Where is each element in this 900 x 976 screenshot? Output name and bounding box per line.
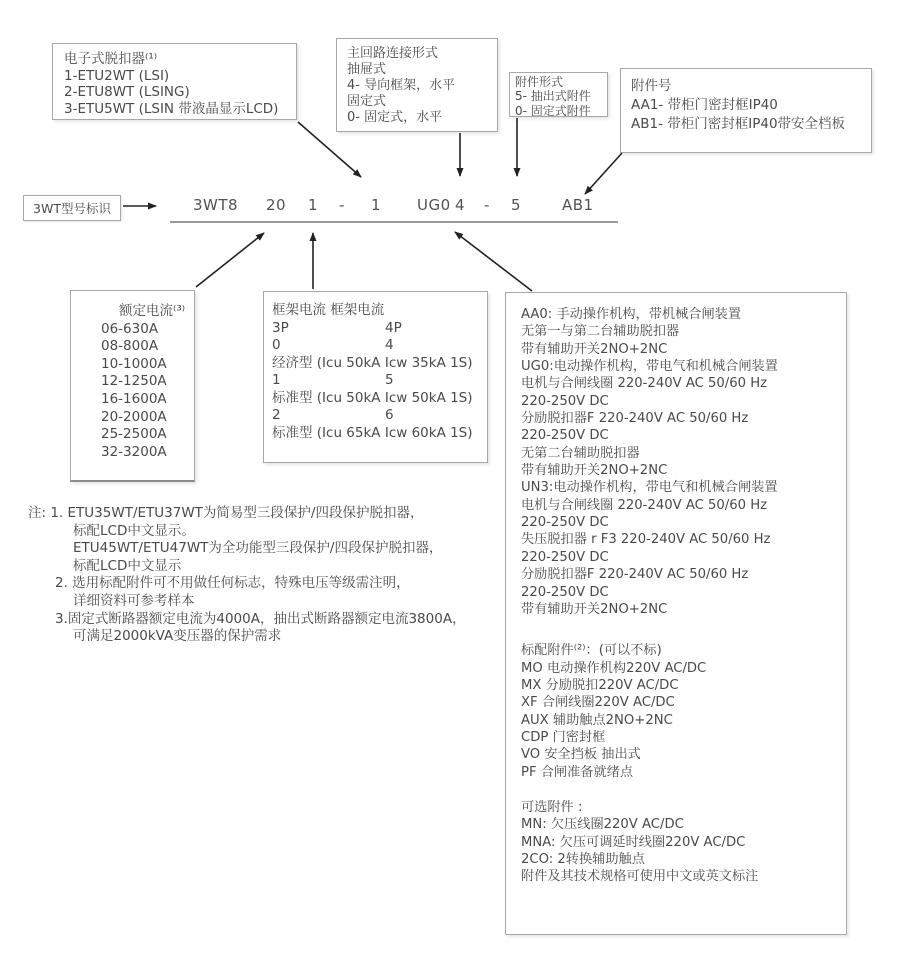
frame-3p-value: 0 xyxy=(272,337,281,353)
note-line: 标配LCD中文显示。 xyxy=(73,522,195,539)
section-operating-mechanisms xyxy=(521,306,846,618)
arrow-rated-to-code xyxy=(196,233,264,287)
callout-line: MX 分励脱扣220V AC/DC xyxy=(521,677,679,693)
frame-row-poles xyxy=(272,320,487,338)
callout-line: 无第二台辅助脱扣器 xyxy=(521,445,640,461)
callout-line: 0- 固定式，水平 xyxy=(347,110,443,125)
callout-electronic-trip-unit xyxy=(52,43,297,120)
frame-3p-value: 2 xyxy=(272,407,281,423)
frame-3p-value: 3P xyxy=(272,319,289,336)
callout-line: AA1- 带柜门密封框IP40 xyxy=(631,97,778,113)
frame-4p-value: 6 xyxy=(385,407,394,423)
frame-type-description: 标准型 (Icu 50kA Icw 50kA 1S) xyxy=(272,389,473,406)
callout-line: AUX 辅助触点2NO+2NC xyxy=(521,712,673,728)
callout-line: 06-630A xyxy=(101,320,159,337)
note-line: 详细资料可参考样本 xyxy=(73,592,195,609)
callout-title: 附件号 xyxy=(631,78,672,94)
frame-4p-value: 4 xyxy=(385,337,394,353)
callout-rated-current xyxy=(70,290,195,482)
callout-line: 分励脱扣器F 220-240V AC 50/60 Hz xyxy=(521,411,749,427)
callout-line: 失压脱扣器 r F3 220-240V AC 50/60 Hz xyxy=(521,532,771,548)
callout-line: 5- 抽出式附件 xyxy=(515,89,591,104)
callout-line: 2CO: 2转换辅助触点 xyxy=(521,851,645,867)
frame-row-codes xyxy=(272,337,487,355)
frame-3p-value: 1 xyxy=(272,372,281,388)
callout-line: CDP 门密封框 xyxy=(521,729,606,745)
callout-line: 220-250V DC xyxy=(521,428,609,444)
frame-4p-value: 5 xyxy=(385,372,394,388)
code-segment-rated-current: 20 xyxy=(266,196,287,214)
section-standard-accessories xyxy=(521,642,846,781)
note-line: 标配LCD中文显示 xyxy=(73,557,182,574)
code-segment-trip-unit: 1 xyxy=(371,196,382,214)
callout-line: XF 合闸线圈220V AC/DC xyxy=(521,695,675,711)
callout-line: 1-ETU2WT (LSI) xyxy=(64,67,170,84)
callout-line: 10-1000A xyxy=(101,355,167,372)
callout-title: 电子式脱扣器⁽¹⁾ xyxy=(64,51,158,67)
callout-line: 带有辅助开关2NO+2NC xyxy=(521,601,668,617)
callout-line: MN: 欠压线圈220V AC/DC xyxy=(521,817,684,833)
callout-accessory-form xyxy=(509,72,608,117)
callout-line: AB1- 带柜门密封框IP40带安全档板 xyxy=(631,116,846,132)
callout-line: 25-2500A xyxy=(101,426,167,443)
code-segment-accessory-form: 5 xyxy=(511,196,522,214)
callout-line: 08-800A xyxy=(101,338,159,355)
callout-line: 固定式 xyxy=(347,94,387,109)
frame-type-description: 标准型 (Icu 65kA Icw 60kA 1S) xyxy=(272,424,473,441)
callout-line: 3-ETU5WT (LSIN 带液晶显示LCD) xyxy=(64,100,279,117)
callout-line: UG0:电动操作机构，带电气和机械合闸装置 xyxy=(521,359,778,375)
callout-line: 带有辅助开关2NO+2NC xyxy=(521,341,668,357)
callout-line: 分励脱扣器F 220-240V AC 50/60 Hz xyxy=(521,567,749,583)
callout-line: PF 合闸准备就绪点 xyxy=(521,764,634,780)
callout-line: 无第一与第二台辅助脱扣器 xyxy=(521,324,680,340)
note-line: 3.固定式断路器额定电流为4000A，抽出式断路器额定电流3800A， xyxy=(55,610,466,627)
code-segment-frame-current: 1 xyxy=(308,196,319,214)
frame-4p-value: 4P xyxy=(385,319,402,336)
callout-title: 额定电流⁽³⁾ xyxy=(119,303,186,319)
frame-row-codes xyxy=(272,372,487,390)
callout-title: 主回路连接形式 xyxy=(347,46,439,61)
callout-line: 220-250V DC xyxy=(521,549,609,565)
callout-line: 32-3200A xyxy=(101,443,167,460)
arrow-accnum-to-code xyxy=(585,153,622,194)
callout-line: MO 电动操作机构220V AC/DC xyxy=(521,660,707,676)
code-segment-dash: - xyxy=(339,196,345,214)
callout-line: 20-2000A xyxy=(101,408,167,425)
callout-line: 带有辅助开关2NO+2NC xyxy=(521,463,668,479)
model-label-text: 3WT型号标识 xyxy=(33,201,111,216)
callout-title: 框架电流 框架电流 xyxy=(272,302,385,318)
code-segment-dash: - xyxy=(484,196,490,214)
note-line: ETU45WT/ETU47WT为全功能型三段保护/四段保护脱扣器， xyxy=(73,540,443,557)
callout-line: 电机与合闸线圈 220-240V AC 50/60 Hz xyxy=(521,376,768,392)
note-line: 可满足2000kVA变压器的保护需求 xyxy=(73,628,282,645)
callout-line: 电机与合闸线圈 220-240V AC 50/60 Hz xyxy=(521,497,768,513)
note-line: 注: 1. ETU35WT/ETU37WT为简易型三段保护/四段保护脱扣器， xyxy=(28,505,424,521)
callout-line: 220-250V DC xyxy=(521,584,609,600)
callout-main-circuit-connection xyxy=(336,38,498,132)
section-title: 标配附件⁽²⁾：(可以不标) xyxy=(521,643,662,659)
callout-line: 抽屉式 xyxy=(347,62,387,77)
callout-line: 12-1250A xyxy=(101,373,167,390)
code-underline xyxy=(170,221,618,223)
callout-operating-mechanism-accessories xyxy=(505,292,847,935)
callout-frame-current xyxy=(263,291,488,463)
callout-line: 16-1600A xyxy=(101,390,167,407)
model-identification-label xyxy=(23,195,121,221)
code-segment-connection: 4 xyxy=(455,196,466,214)
callout-accessory-number xyxy=(620,68,872,153)
section-title: 可选附件 : xyxy=(521,799,583,815)
callout-line: 4- 导向框架，水平 xyxy=(347,78,456,93)
callout-line: 附件及其技术规格可使用中文或英文标注 xyxy=(521,869,759,885)
callout-line: AA0: 手动操作机构，带机械合闸装置 xyxy=(521,307,742,322)
code-segment-series: 3WT8 xyxy=(193,196,239,214)
callout-line: 220-250V DC xyxy=(521,393,609,409)
callout-line: 0- 固定式附件 xyxy=(515,103,591,118)
callout-line: UN3:电动操作机构，带电气和机械合闸装置 xyxy=(521,480,778,496)
frame-type-description: 经济型 (Icu 50kA Icw 35kA 1S) xyxy=(272,354,473,371)
note-line: 2. 选用标配附件可不用做任何标志，特殊电压等级需注明， xyxy=(55,575,410,592)
callout-line: 2-ETU8WT (LSING) xyxy=(64,84,190,100)
code-segment-accessory-number: AB1 xyxy=(562,196,594,214)
arrow-big-to-code xyxy=(455,232,532,291)
callout-line: VO 安全挡板 抽出式 xyxy=(521,747,641,763)
callout-line: MNA: 欠压可调延时线圈220V AC/DC xyxy=(521,834,746,850)
footnotes xyxy=(28,505,466,646)
code-segment-operating-mechanism: UG0 xyxy=(417,196,451,214)
frame-row-codes xyxy=(272,407,487,425)
callout-title: 附件形式 xyxy=(515,75,564,89)
callout-line: 220-250V DC xyxy=(521,515,609,531)
section-optional-accessories xyxy=(521,799,846,886)
